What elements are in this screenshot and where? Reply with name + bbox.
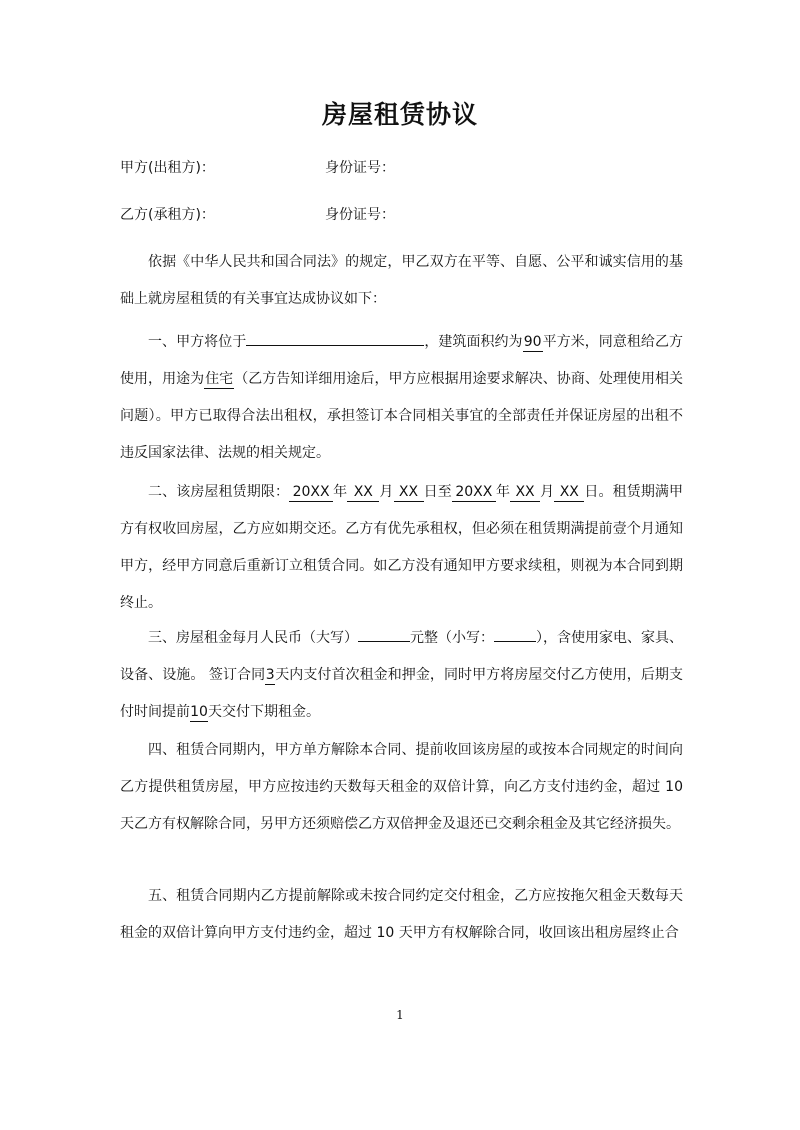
party-b-label: 乙方(承租方)： [120, 207, 215, 223]
end-day-value: XX [554, 483, 584, 502]
clause-1-paragraph [120, 324, 683, 472]
clause-3-text-5: 天交付下期租金。 [208, 704, 320, 720]
clause-5-paragraph: 五、租赁合同期内乙方提前解除或未按合同约定交付租金，乙方应按拖欠租金天数每天租金的双倍计算向甲方支付违约金，超过 10 天甲方有权解除合同，收回该出租房屋终止合 [120, 888, 683, 941]
clause-1-text-3: 平方米，同意租给乙方使用，用途为 [120, 334, 684, 387]
clause-3-text-3: ），含使用家电、家具、设备、设施。 签订合同 [120, 630, 683, 683]
document-title: 房屋租赁协议 [321, 100, 478, 129]
clause-3-text-1: 三、房屋租金每月人民币（大写） [148, 630, 358, 646]
clause-2-text-4: 日至 [423, 484, 452, 500]
clause-1-text-2: ，建筑面积约为 [424, 334, 523, 350]
end-month-value: XX [510, 483, 540, 502]
page-number: 1 [396, 1008, 404, 1022]
clause-4-paragraph: 四、租赁合同期内，甲方单方解除本合同、提前收回该房屋的或按本合同规定的时间向乙方提供租赁房屋，甲方应按违约天数每天租金的双倍计算，向乙方支付违约金，超过 10 天乙方有权解除合同，另甲方还须赔偿乙方双倍押金及退还已交剩余租金及其它经济损失。 [120, 742, 683, 832]
party-a-label: 甲方(出租方)： [120, 160, 215, 176]
start-year-value: 20XX [289, 483, 333, 502]
clause-2-text-2: 年 [333, 484, 348, 500]
rent-amount-lower-blank [494, 641, 536, 642]
party-a-row [120, 156, 720, 180]
clause-2-text-3: 月 [379, 484, 394, 500]
party-a-id-label: 身份证号： [325, 160, 395, 176]
clause-2-text-5: 年 [495, 484, 511, 500]
clause-2-paragraph [120, 474, 683, 622]
building-area-value: 90 [523, 334, 542, 350]
usage-value: 住宅 [205, 371, 234, 387]
clause-3-text-4: 天内支付首次租金和押金，同时甲方将房屋交付乙方使用，后期支付时间提前 [120, 667, 684, 720]
preamble-paragraph: 依据《中华人民共和国合同法》的规定，甲乙双方在平等、自愿、公平和诚实信用的基础上就房屋租赁的有关事宜达成协议如下： [120, 254, 683, 307]
first-payment-days-value: 3 [265, 667, 275, 683]
clause-3-text-2: 元整（小写： [410, 630, 494, 646]
clause-3-paragraph [120, 620, 683, 731]
end-year-value: 20XX [452, 483, 496, 502]
clause-2-text-1: 二、该房屋租赁期限： [148, 484, 290, 500]
start-day-value: XX [394, 483, 424, 502]
property-location-blank [246, 345, 424, 346]
advance-payment-days-value: 10 [190, 704, 208, 720]
party-b-id-label: 身份证号： [325, 207, 395, 223]
clause-1-text-4: （乙方告知详细用途后，甲方应根据用途要求解决、协商、处理使用相关问题）。甲方已取得合法出租权，承担签订本合同相关事宜的全部责任并保证房屋的出租不违反国家法律、法规的相关规定。 [120, 371, 684, 461]
start-month-value: XX [347, 483, 379, 502]
clause-2-text-7: 日。租赁期满甲方有权收回房屋，乙方应如期交还。乙方有优先承租权，但必须在租赁期满提前壹个月通知甲方，经甲方同意后重新订立租赁合同。如乙方没有通知甲方要求续租，则视为本合同到期终止。 [120, 484, 684, 611]
party-b-row [120, 203, 720, 227]
clause-1-text-1: 一、甲方将位于 [148, 334, 247, 350]
clause-2-text-6: 月 [540, 484, 555, 500]
rent-amount-upper-blank [358, 641, 410, 642]
